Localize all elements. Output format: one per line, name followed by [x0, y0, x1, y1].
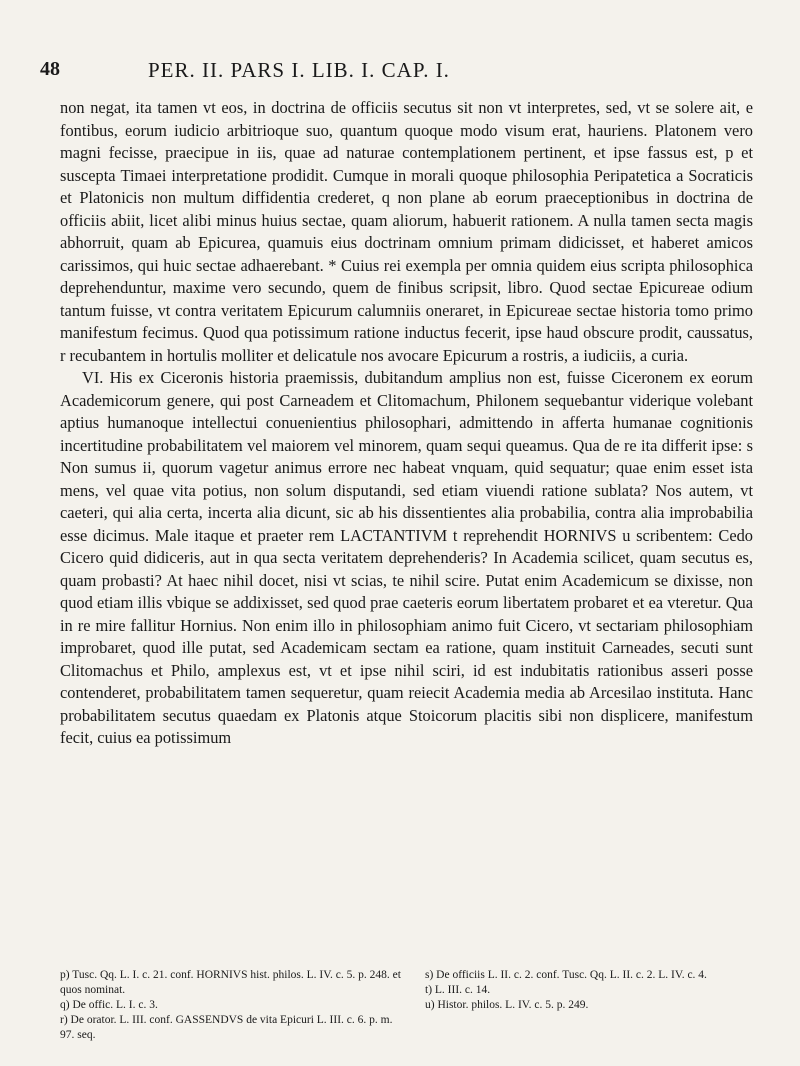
footnote: t) L. III. c. 14.: [425, 984, 491, 996]
footnote: p) Tusc. Qq. L. I. c. 21. conf. HORNIVS hist. philos. L. IV. c. 5. p. 248. et quos nominat.: [60, 969, 401, 996]
header-title: PER. II. PARS I. LIB. I. CAP. I.: [148, 58, 450, 82]
page-number: 48: [40, 58, 60, 80]
footnotes-left-column: [60, 968, 405, 1043]
main-text: [60, 97, 753, 750]
footnote: u) Histor. philos. L. IV. c. 5. p. 249.: [425, 999, 589, 1011]
paragraph-1: non negat, ita tamen vt eos, in doctrina de officiis secutus sit non vt interpretes, sed, vt se solere ait, e fontibus, eorum iudicio arbitrioque suo, quantum quoque modo visum erat, hauriens. Platonem vero magni fecisse, praecipue in iis, quae ad naturae contemplationem pertinent, et ipse fassus est, p et susceptа Timaei interpretatione prodidit. Cumque in morali quoque philosophia Peripatetica a Socraticis et Platonicis non multum diffidentia crederet, q non plane ab eorum praeceptionibus in doctrina de officiis abiit, licet alibi minus huius sectae, quam aliorum, habuerit rationem. A nulla tamen secta magis abhorruit, quam ab Epicurea, quamuis eius doctrinam omnium primam didicisset, et haberet amicos carissimos, qui huic sectae adhaerebant. * Cuius rei exempla per omnia quidem eius scripta philosophica deprehenduntur, maxime vero secundo, quem de finibus scripsit, libro. Quod sectae Epicureae odium tantum fuisse, vt contra veritatem Epicurum calumniis oneraret, in Epicureae sectae historia tomo primo manifestum fecimus. Quod qua potissimum ratione inductus fecerit, ipse haud obscure prodit, caussatus, r recubantem in hortulis molliter et delicatule nos avocare Epicurum a rostris, a iudiciis, a curia.: [60, 98, 753, 365]
paragraph-2: VI. His ex Ciceronis historia praemissis, dubitandum amplius non est, fuisse Ciceronem ex eorum Academicorum genere, qui post Carneadem et Clitomachum, Philonem sequebantur viderique volebant aptius humanoque intellectui conuenientius philosophari, admittendo in afferta humanae cognitionis incertitudine probabilitatem vel maiorem vel minorem, quam sequi queamus. Qua de re ita differit ipse: s Non sumus ii, quorum vagetur animus errore nec habeat vnquam, quid sequatur; quae enim esset ista mens, vel quae vita potius, non solum disputandi, sed etiam viuendi ratione sublata? Nos autem, vt caeteri, qui alia certa, incerta alia dicunt, sic ab his dissentientes alia probabilia, contra alia improbabilia esse dicimus. Male itaque et praeter rem LACTANTIVM t reprehendit HORNIVS u scribentem: Cedo Cicero quid didiceris, aut in qua sectа veritatem deprehenderis? In Academia scilicet, quam secutus es, quam probasti? At haec nihil docet, nisi vt scias, te nihil scire. Putat enim Academicum se dixisse, non quod etiam illis vbique se addixisset, sed quod prae caeteris eorum libertatem probaret et ea vteretur. Qua in re mire fallitur Hornius. Non enim illo in philosophiam animo fuit Cicero, vt sectariam philosophiam improbaret, quod ille putat, sed Academicam sectam ea ratione, quam instituit Carneades, secuti sunt Clitomachus et Philo, amplexus est, vt et ipse nihil sciri, id est indubitatis rationibus asseri posse contenderet, probabilitatem tamen sequeretur, quam reiecit Academia media ab Arcesilao instituta. Hanc probabilitatem secutus quaedam ex Platonis atque Stoicorum placitis sibi non displicere, manifestum fecit, cuius ea potissimum: [60, 368, 753, 747]
footnote: q) De offic. L. I. c. 3.: [60, 999, 158, 1011]
footnotes-right-column: [425, 968, 755, 1013]
footnote: s) De officiis L. II. c. 2. conf. Tusc. Qq. L. II. c. 2. L. IV. c. 4.: [425, 969, 707, 981]
running-head: [40, 58, 755, 82]
footnote: r) De orator. L. III. conf. GASSENDVS de vita Epicuri L. III. c. 6. p. m. 97. seq.: [60, 1014, 393, 1041]
